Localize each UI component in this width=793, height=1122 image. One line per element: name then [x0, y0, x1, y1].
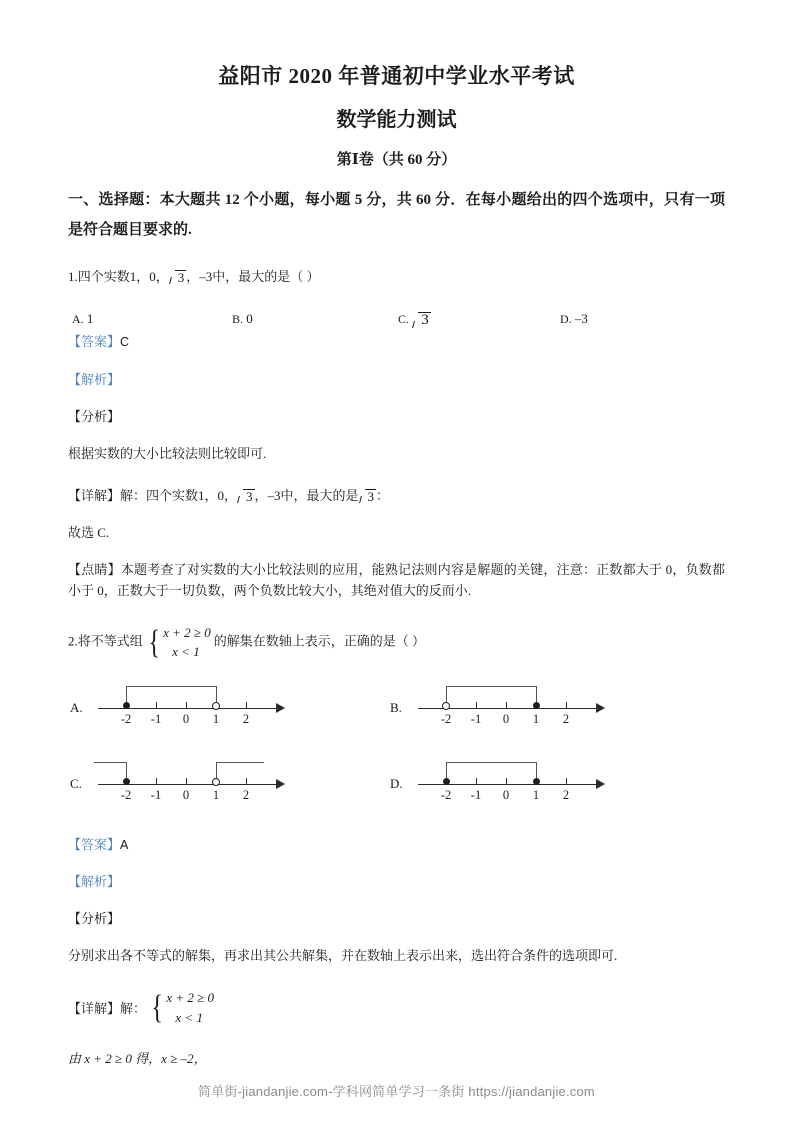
- question-1-conclusion: 故选 C.: [68, 525, 110, 541]
- left-brace-icon: {: [151, 989, 163, 1027]
- question-2-derivation: 由 x + 2 ≥ 0 得，x ≥ –2，: [68, 1051, 207, 1067]
- question-1-stem: [68, 245, 725, 290]
- endpoint-open-right: [212, 702, 220, 710]
- choice-a-label: A.: [72, 312, 84, 327]
- axis-arrow-icon: [596, 703, 605, 713]
- tick-mark: [566, 778, 567, 784]
- endpoint-open-right: [212, 778, 220, 786]
- explain-tag-text: 【解析】: [68, 874, 121, 890]
- axis-tick-label: 0: [502, 711, 510, 726]
- sqrt-icon: [412, 313, 431, 328]
- document-subtitle: 数学能力测试: [336, 109, 457, 132]
- detail-tag: 【详解】: [68, 488, 121, 504]
- question-2-answer-line: [68, 822, 725, 855]
- axis-tick-label: -2: [440, 787, 452, 802]
- question-1-answer-line: [68, 319, 725, 352]
- inequality-system-detail: [149, 988, 214, 1027]
- sqrt-icon: [359, 490, 377, 503]
- tick-mark: [246, 702, 247, 708]
- question-2-system-line2: x < 1: [172, 644, 200, 660]
- tick-mark: [476, 778, 477, 784]
- question-2-stem: [68, 601, 725, 662]
- number-line-c: [92, 750, 292, 802]
- number-line-d: [412, 750, 612, 802]
- axis-tick-label: 1: [532, 711, 540, 726]
- answer-value: A: [120, 837, 129, 852]
- tip-tag: 【点睛】: [68, 562, 121, 578]
- number-line-b: [412, 674, 612, 726]
- solution-ray-left: [94, 762, 126, 763]
- diagram-option-d[interactable]: [390, 750, 612, 802]
- endpoint-closed-left: [123, 778, 130, 785]
- solution-drop-left: [446, 686, 447, 704]
- endpoint-closed-left: [123, 702, 130, 709]
- axis-tick-label: 0: [182, 787, 190, 802]
- detail-suffix: ：: [376, 488, 390, 504]
- question-2-stem-before: 将不等式组: [77, 633, 143, 649]
- diagram-option-a-label: A.: [70, 699, 83, 715]
- tick-mark: [506, 778, 507, 784]
- axis-tick-label: 1: [212, 787, 220, 802]
- page-footer: 简单街-jiandanjie.com-学科网简单学习一条街 https://jiandanjie.com: [198, 1084, 595, 1099]
- detail-radicand-1: 3: [246, 489, 253, 505]
- choice-c[interactable]: [398, 311, 431, 328]
- question-1-choices: [68, 289, 725, 329]
- question-1-analysis-text: 根据实数的大小比较法则比较即可.: [68, 445, 267, 461]
- axis-arrow-icon: [596, 779, 605, 789]
- axis-tick-label: 1: [532, 787, 540, 802]
- choice-c-value: 3: [421, 312, 429, 329]
- left-brace-icon: {: [148, 623, 160, 661]
- question-2-analysis-tag: [68, 892, 725, 929]
- axis-tick-label: -2: [120, 711, 132, 726]
- diagram-option-c-label: C.: [70, 775, 82, 791]
- question-2-system-line1: x + 2 ≥ 0: [163, 624, 211, 640]
- solution-drop-right: [216, 762, 217, 780]
- diagram-option-c[interactable]: [70, 750, 292, 802]
- diagram-option-d-label: D.: [390, 775, 403, 791]
- analysis-tag-text: 【分析】: [68, 408, 121, 424]
- question-2-number: 2.: [68, 633, 78, 649]
- axis-tick-label: 0: [182, 711, 190, 726]
- choice-d-label: D.: [560, 312, 572, 327]
- document-volume-label: 第Ⅰ卷（共 60 分）: [336, 152, 457, 169]
- detail-prefix: 解：四个实数1，0，: [120, 488, 238, 504]
- choice-b-label: B.: [232, 312, 244, 327]
- axis-tick-label: -1: [150, 787, 162, 802]
- number-line-a: [92, 674, 292, 726]
- axis-tick-label: -2: [120, 787, 132, 802]
- question-1-explain-tag: [68, 353, 725, 390]
- detail-system-line1: x + 2 ≥ 0: [166, 990, 215, 1006]
- question-2-analysis-text: 分别求出各不等式的解集，再求出其公共解集，并在数轴上表示出来，选出符合条件的选项即可.: [68, 948, 618, 964]
- tick-mark: [156, 778, 157, 784]
- answer-tag: 【答案】: [68, 334, 121, 350]
- question-2-stem-after: 的解集在数轴上表示，正确的是（ ）: [213, 633, 426, 649]
- endpoint-open-left: [442, 702, 450, 710]
- choice-d-value: –3: [574, 311, 588, 327]
- tick-mark: [246, 778, 247, 784]
- endpoint-closed-right: [533, 778, 540, 785]
- answer-value: C: [120, 335, 130, 350]
- choice-c-label: C.: [398, 312, 410, 327]
- section-heading: 一、选择题：本大题共 12 个小题，每小题 5 分，共 60 分．在每小题给出的四个选项中，只有一项是符合题目要求的.: [68, 191, 725, 238]
- choice-d[interactable]: [560, 311, 588, 327]
- axis-tick-label: 2: [562, 711, 570, 726]
- sqrt-icon: [237, 490, 255, 503]
- detail-system-line2: x < 1: [175, 1009, 203, 1025]
- question-1-stem-after: ，–3中，最大的是（ ）: [186, 268, 320, 284]
- solution-drop-right: [216, 686, 217, 704]
- detail-label: 解：: [120, 1001, 147, 1017]
- solution-overline: [446, 762, 536, 763]
- solution-drop-right: [536, 686, 537, 704]
- choice-a[interactable]: [72, 311, 93, 327]
- solution-drop-left: [126, 686, 127, 704]
- solution-overline: [446, 686, 536, 687]
- axis-tick-label: -1: [470, 711, 482, 726]
- axis-arrow-icon: [276, 779, 285, 789]
- diagram-option-b-label: B.: [390, 699, 402, 715]
- axis-tick-label: 2: [242, 787, 250, 802]
- sqrt-icon: [169, 271, 187, 284]
- tip-text: 本题考查了对实数的大小比较法则的应用，能熟记法则内容是解题的关键，注意：正数都大于 0，负数都小于 0，正数大于一切负数，两个负数比较大小，其绝对值大的反而小.: [68, 562, 725, 598]
- axis-tick-label: -1: [470, 787, 482, 802]
- question-1-tip: [68, 543, 725, 600]
- question-2-explain-tag: [68, 855, 725, 892]
- solution-drop-right: [536, 762, 537, 780]
- explain-tag-text: 【解析】: [68, 371, 121, 387]
- tick-mark: [506, 702, 507, 708]
- axis-tick-label: -2: [440, 711, 452, 726]
- axis-tick-label: 2: [242, 711, 250, 726]
- question-1-radicand: 3: [177, 269, 185, 285]
- question-1-stem-before: 四个实数1，0，: [77, 268, 169, 284]
- tick-mark: [566, 702, 567, 708]
- tick-mark: [156, 702, 157, 708]
- question-1-number: 1.: [68, 268, 78, 284]
- detail-mid: ，–3中，最大的是: [254, 488, 359, 504]
- tick-mark: [186, 778, 187, 784]
- question-1-detail-line: [68, 464, 725, 506]
- tick-mark: [186, 702, 187, 708]
- analysis-tag-text: 【分析】: [68, 911, 121, 927]
- solution-overline: [126, 686, 216, 687]
- tick-mark: [476, 702, 477, 708]
- axis-tick-label: 2: [562, 787, 570, 802]
- question-2-diagram-options: [68, 662, 725, 822]
- choice-a-value: 1: [86, 311, 94, 327]
- axis-tick-label: 0: [502, 787, 510, 802]
- solution-ray-right: [216, 762, 264, 763]
- choice-b-value: 0: [246, 311, 253, 327]
- diagram-option-a[interactable]: [70, 674, 292, 726]
- detail-radicand-2: 3: [367, 489, 375, 505]
- question-2-detail-block: [68, 966, 725, 1027]
- axis-arrow-icon: [276, 703, 285, 713]
- endpoint-closed-left: [443, 778, 450, 785]
- question-1-analysis-tag: [68, 390, 725, 427]
- solution-drop-left: [126, 762, 127, 780]
- axis-tick-label: -1: [150, 711, 162, 726]
- answer-tag: 【答案】: [68, 836, 121, 852]
- choice-b[interactable]: [232, 311, 253, 327]
- diagram-option-b[interactable]: [390, 674, 612, 726]
- endpoint-closed-right: [533, 702, 540, 709]
- inequality-system-inline: [146, 623, 211, 662]
- solution-drop-left: [446, 762, 447, 780]
- detail-tag: 【详解】: [68, 1001, 121, 1017]
- axis-tick-label: 1: [212, 711, 220, 726]
- document-title: 益阳市 2020 年普通初中学业水平考试: [218, 64, 575, 88]
